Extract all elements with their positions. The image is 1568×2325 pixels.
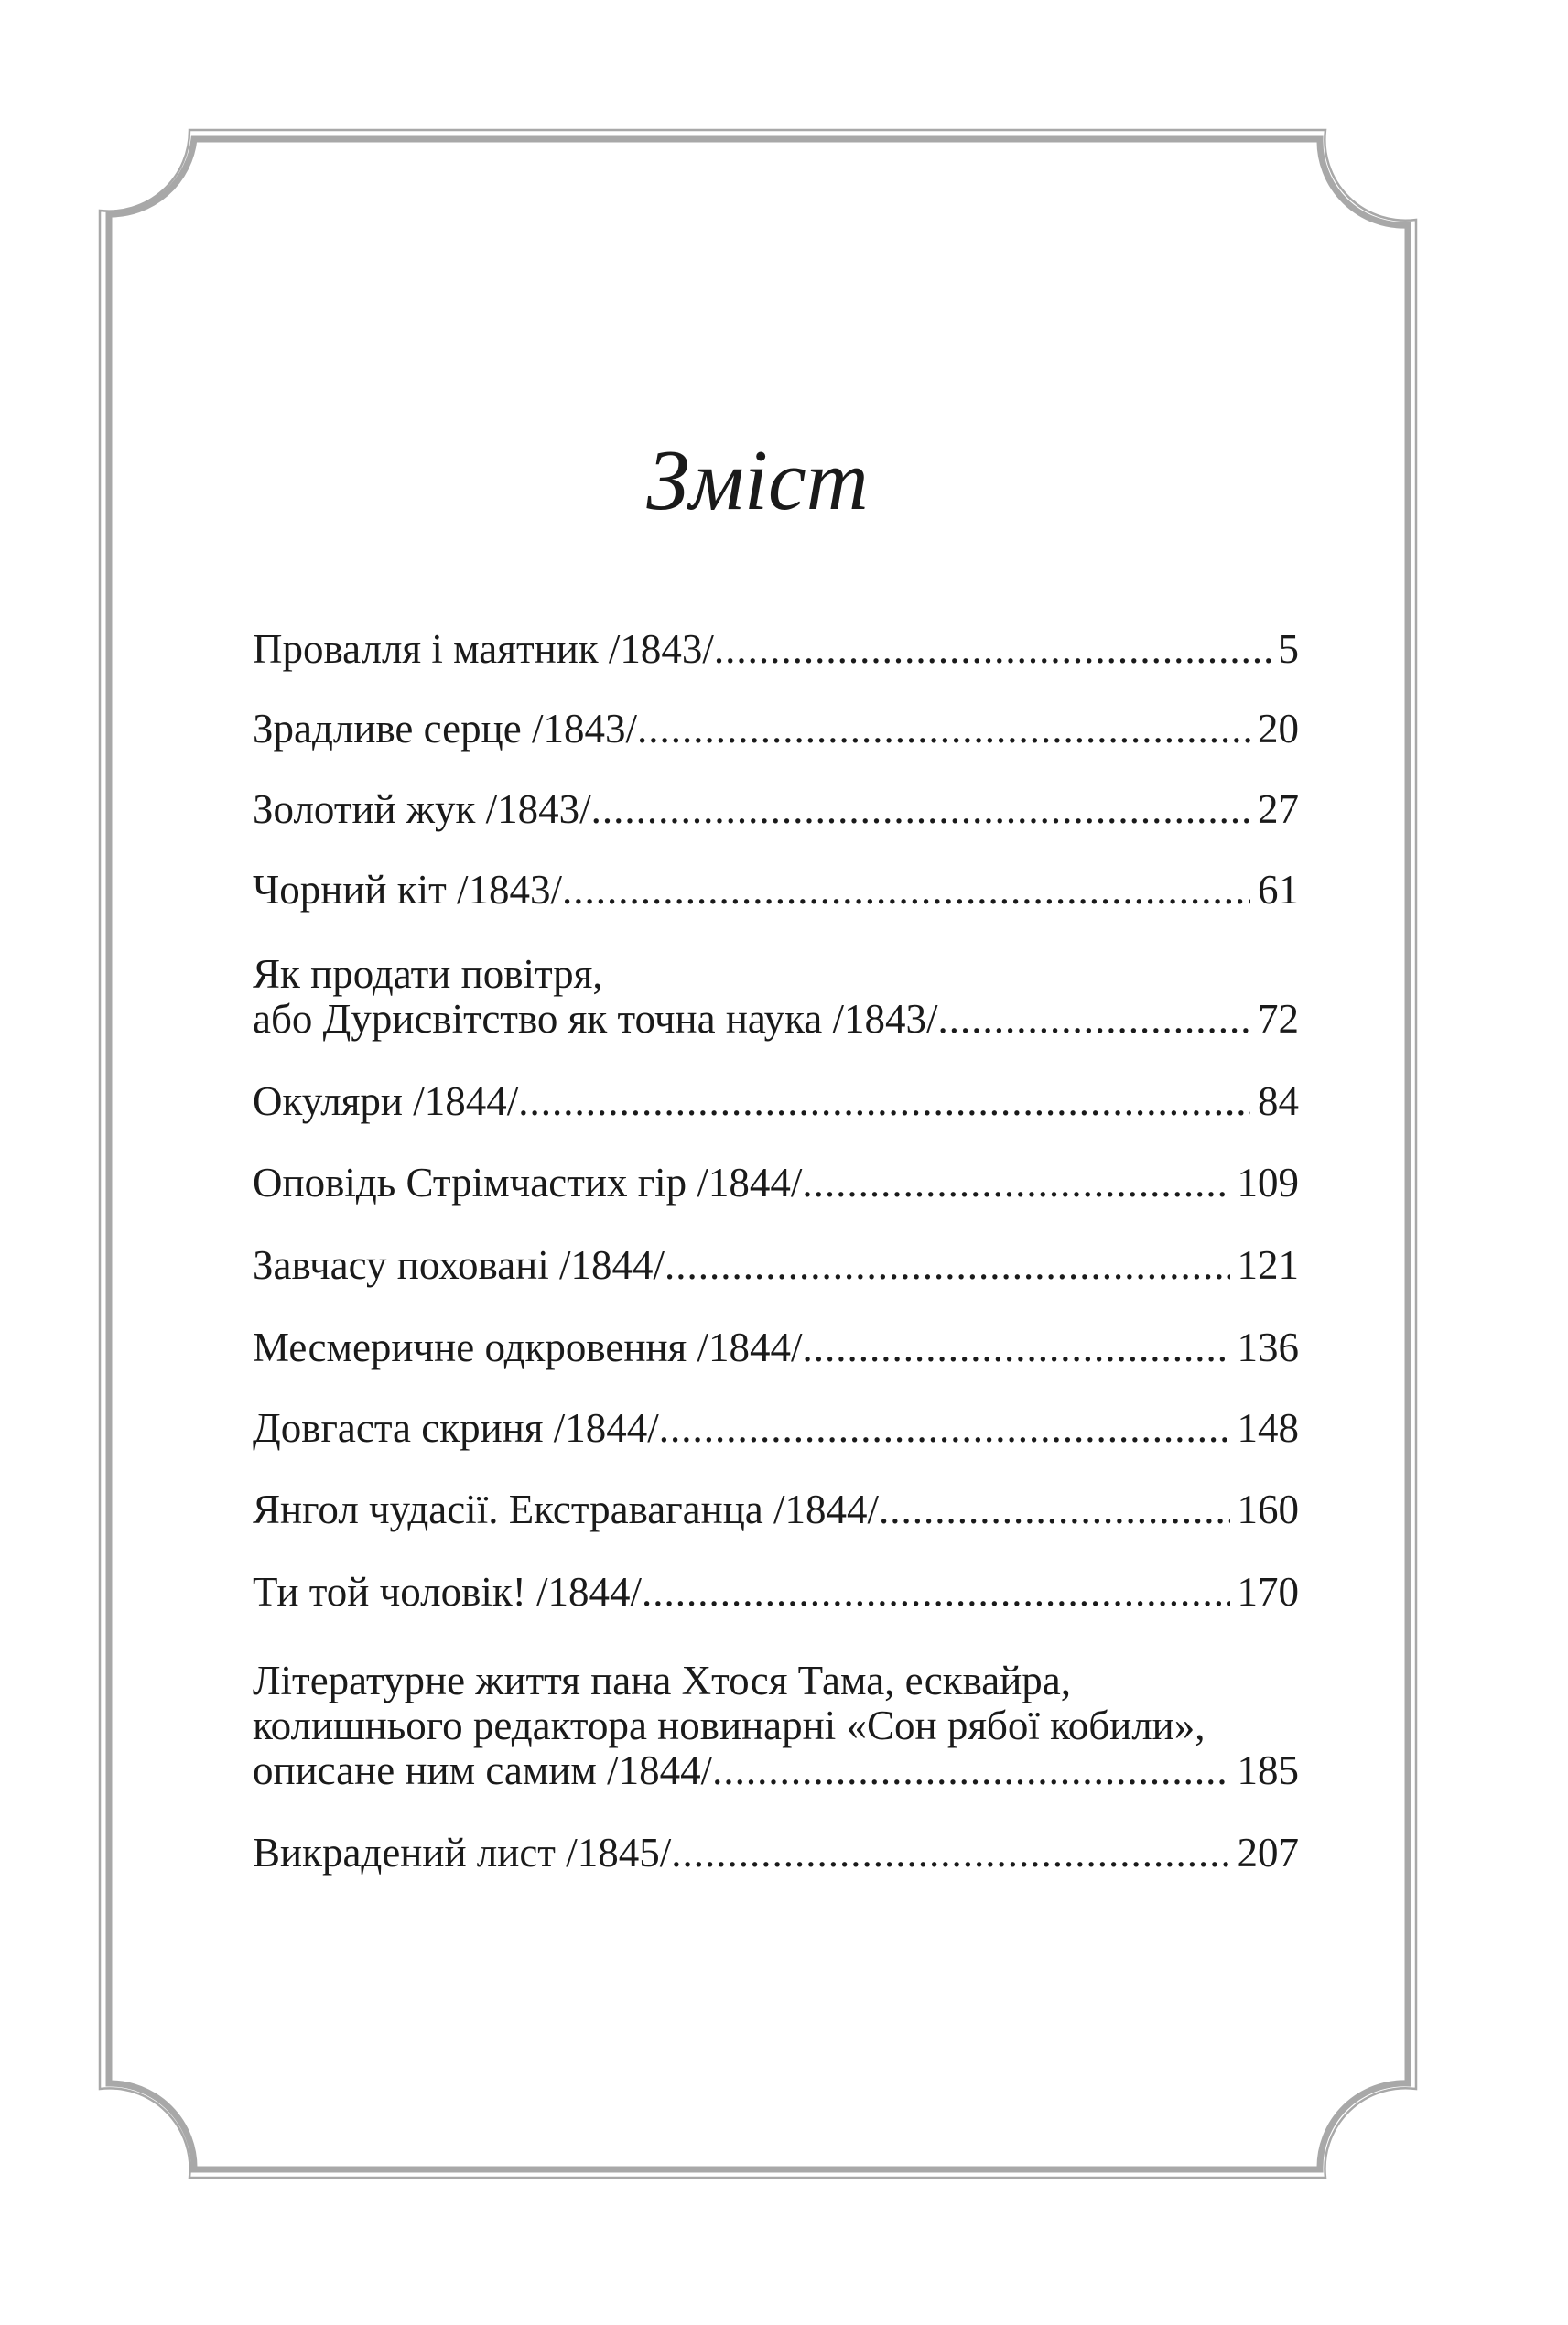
dot-leader xyxy=(671,1830,1229,1876)
toc-entry-last-line xyxy=(253,1830,1299,1876)
toc-entry-title: Зрадливе серце /1843/ xyxy=(253,706,637,752)
toc-entry-title: Викрадений лист /1845/ xyxy=(253,1830,672,1876)
toc-entry[interactable] xyxy=(253,1830,1299,1876)
toc-entry[interactable] xyxy=(253,1658,1299,1793)
toc-entry-title: Провалля і маятник /1843/ xyxy=(253,626,714,672)
toc-entry-last-line xyxy=(253,1078,1299,1124)
toc-page-number: 160 xyxy=(1237,1487,1299,1532)
toc-entry-title: Янгол чудасії. Екстраваганца /1844/ xyxy=(253,1487,880,1532)
toc-entry-title: Довгаста скриня /1844/ xyxy=(253,1405,659,1451)
toc-page-number: 109 xyxy=(1237,1160,1299,1206)
toc-entry-title-line: Літературне життя пана Хтося Тама, есквайра, xyxy=(253,1658,1072,1703)
toc-entry-title: Завчасу поховані /1844/ xyxy=(253,1242,665,1288)
dot-leader xyxy=(802,1160,1229,1206)
toc-entry-last-line xyxy=(253,786,1299,832)
toc-entry[interactable] xyxy=(253,1405,1299,1451)
toc-entry-title: Оповідь Стрімчастих гір /1844/ xyxy=(253,1160,803,1206)
toc-entry-title: Ти той чоловік! /1844/ xyxy=(253,1569,642,1615)
toc-entry-title: Окуляри /1844/ xyxy=(253,1078,519,1124)
dot-leader xyxy=(938,996,1251,1042)
toc-entry-last-line xyxy=(253,1325,1299,1370)
toc-entry-last-line xyxy=(253,706,1299,752)
toc-entry[interactable] xyxy=(253,1242,1299,1288)
dot-leader xyxy=(665,1242,1230,1288)
toc-page-number: 61 xyxy=(1258,867,1299,913)
toc-entry[interactable] xyxy=(253,1569,1299,1615)
dot-leader xyxy=(803,1325,1230,1370)
toc-page-number: 5 xyxy=(1278,626,1299,672)
toc-page-number: 20 xyxy=(1258,706,1299,752)
toc-page-number: 121 xyxy=(1237,1242,1299,1288)
toc-entry-last-line xyxy=(253,1242,1299,1288)
dot-leader xyxy=(591,786,1250,832)
toc-entry-title: або Дурисвітство як точна наука /1843/ xyxy=(253,996,938,1042)
toc-page-number: 27 xyxy=(1258,786,1299,832)
toc-entry-last-line xyxy=(253,1747,1299,1793)
toc-entry[interactable] xyxy=(253,1487,1299,1532)
toc-entry-last-line xyxy=(253,1487,1299,1532)
toc-entry-title: Месмеричне одкровення /1844/ xyxy=(253,1325,803,1370)
toc-entry-last-line xyxy=(253,1160,1299,1206)
dot-leader xyxy=(879,1487,1229,1532)
dot-leader xyxy=(637,706,1250,752)
toc-page-number: 170 xyxy=(1237,1569,1299,1615)
toc-page-number: 136 xyxy=(1237,1325,1299,1370)
toc-entry-title-line: колишнього редактора новинарні «Сон рябої кобили», xyxy=(253,1703,1206,1748)
dot-leader xyxy=(642,1569,1230,1615)
toc-entry[interactable] xyxy=(253,786,1299,832)
toc-page-number: 185 xyxy=(1237,1747,1299,1793)
dot-leader xyxy=(659,1405,1230,1451)
toc-entry-last-line xyxy=(253,867,1299,913)
dot-leader xyxy=(518,1078,1250,1124)
toc-entry-title: описане ним самим /1844/ xyxy=(253,1747,713,1793)
toc-entry-last-line xyxy=(253,996,1299,1042)
toc-entry[interactable] xyxy=(253,1160,1299,1206)
dot-leader xyxy=(714,626,1271,672)
toc-page-number: 84 xyxy=(1258,1078,1299,1124)
toc-page-number: 207 xyxy=(1237,1830,1299,1876)
toc-entry-title: Чорний кіт /1843/ xyxy=(253,867,563,913)
toc-entry-last-line xyxy=(253,1405,1299,1451)
toc-entry-last-line xyxy=(253,1569,1299,1615)
toc-entry-title: Золотий жук /1843/ xyxy=(253,786,591,832)
toc-entry-title-line: Як продати повітря, xyxy=(253,951,603,997)
toc-entry[interactable] xyxy=(253,626,1299,672)
dot-leader xyxy=(562,867,1250,913)
toc-entry[interactable] xyxy=(253,1325,1299,1370)
toc-entry-last-line xyxy=(253,626,1299,672)
toc-page-number: 148 xyxy=(1237,1405,1299,1451)
dot-leader xyxy=(712,1747,1229,1793)
toc-page-number: 72 xyxy=(1258,996,1299,1042)
toc-entry[interactable] xyxy=(253,951,1299,1042)
page-title: Зміст xyxy=(646,433,869,528)
toc-entry[interactable] xyxy=(253,867,1299,913)
toc-entry[interactable] xyxy=(253,706,1299,752)
toc-entry[interactable] xyxy=(253,1078,1299,1124)
